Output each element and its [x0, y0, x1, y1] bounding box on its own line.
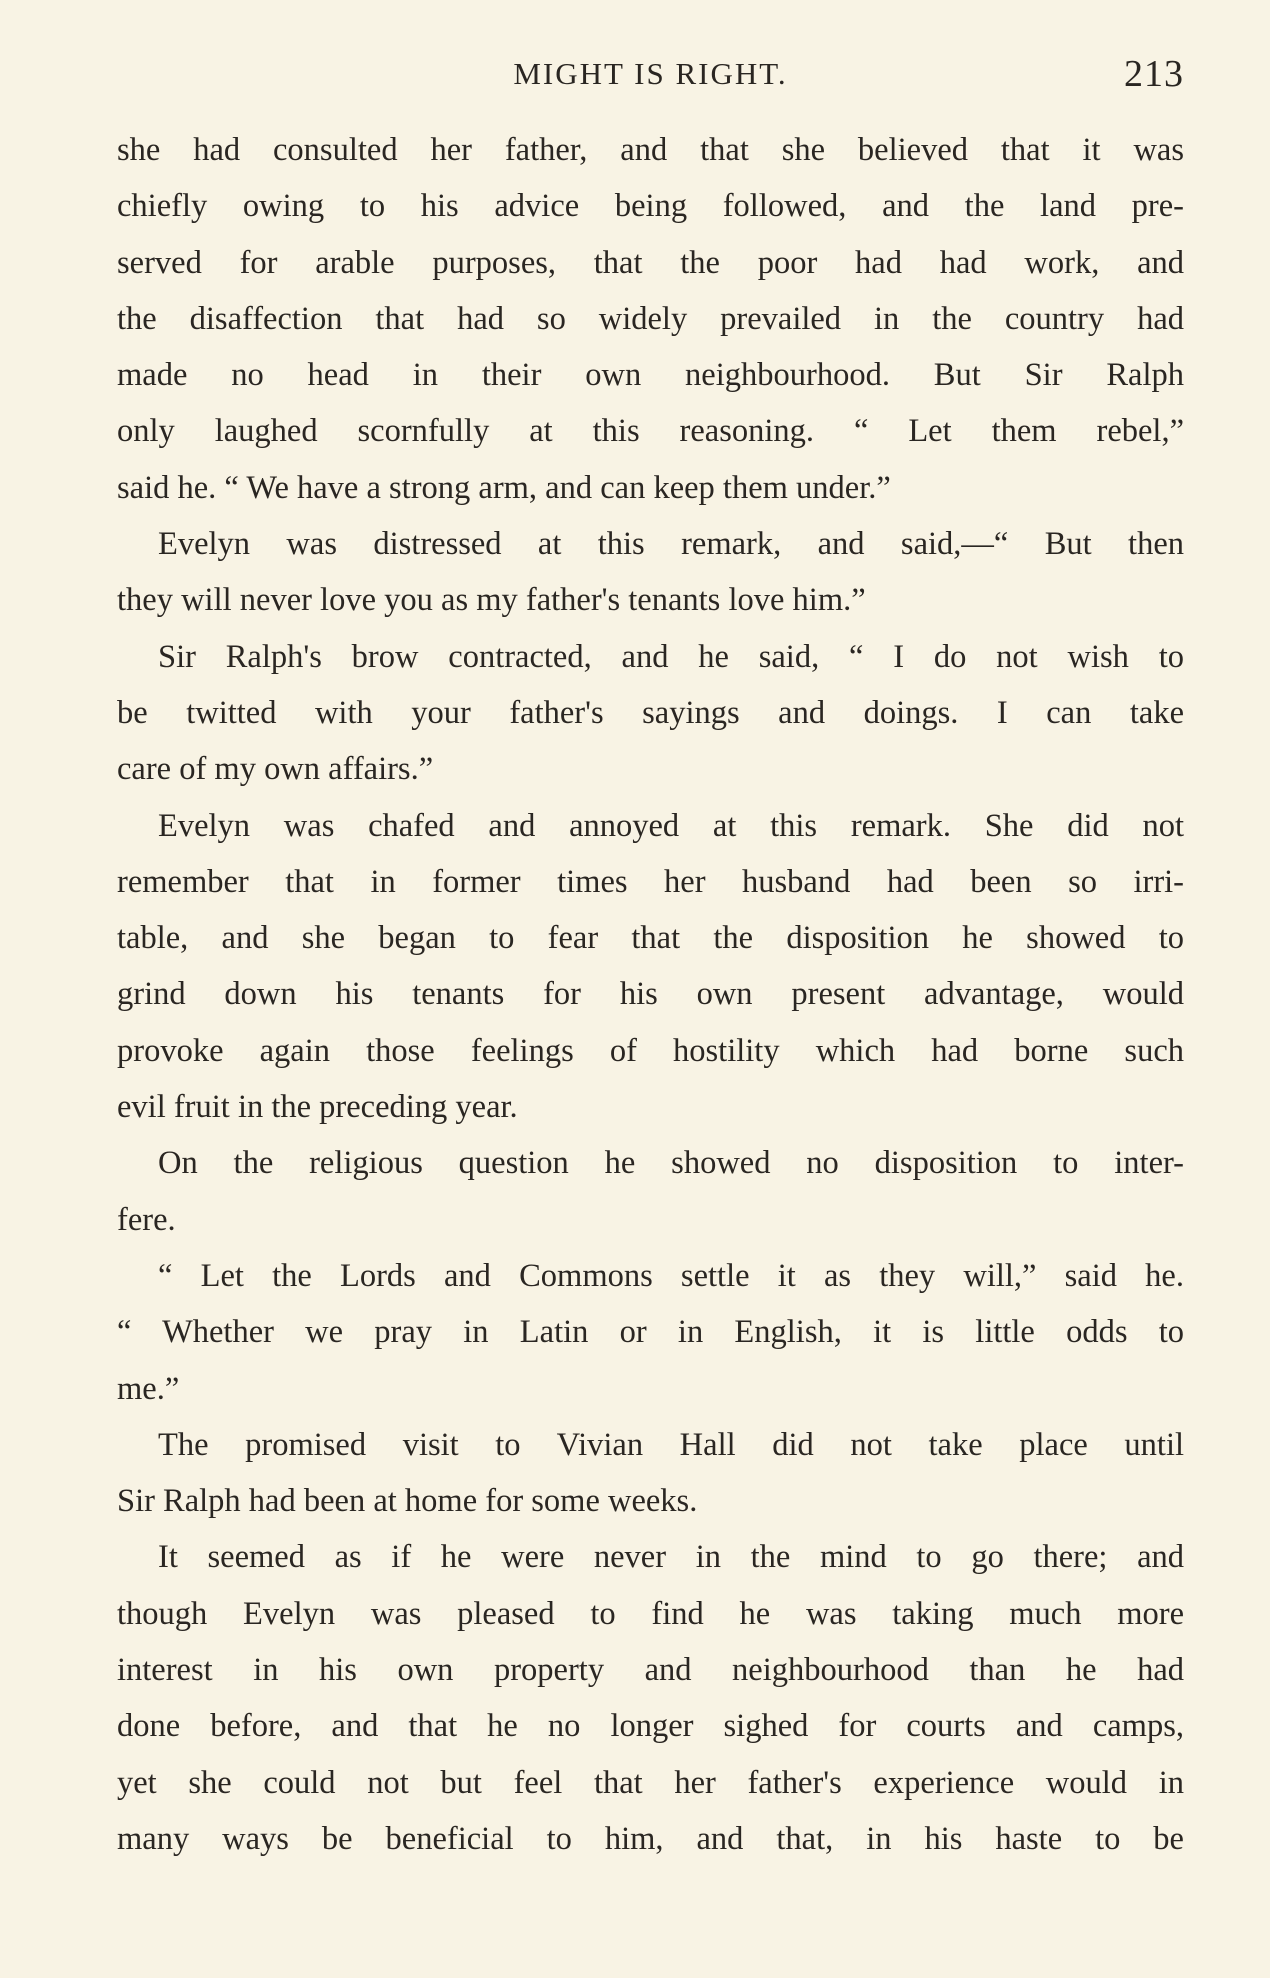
text-line: many ways be beneficial to him, and that, in his haste to be — [117, 1820, 1184, 1857]
text-line: “ Let the Lords and Commons settle it as they will,” said he. — [158, 1257, 1184, 1294]
text-line: me.” — [117, 1370, 180, 1407]
text-line: Evelyn was distressed at this remark, and said,—“ But then — [158, 526, 1184, 563]
text-line: said he. “ We have a strong arm, and can keep them under.” — [117, 469, 891, 506]
page-number: 213 — [1124, 53, 1184, 95]
text-line: provoke again those feelings of hostility which had borne such — [117, 1032, 1184, 1069]
text-line: served for arable purposes, that the poor had had work, and — [117, 244, 1184, 281]
text-line: yet she could not but feel that her father's experience would in — [117, 1764, 1184, 1801]
text-line: interest in his own property and neighbourhood than he had — [117, 1652, 1184, 1689]
text-line: grind down his tenants for his own present advantage, would — [117, 976, 1184, 1013]
text-line: chiefly owing to his advice being followed, and the land pre- — [117, 188, 1184, 225]
text-line: the disaffection that had so widely prevailed in the country had — [117, 300, 1184, 337]
text-line: “ Whether we pray in Latin or in English, it is little odds to — [117, 1314, 1184, 1351]
text-line: table, and she began to fear that the disposition he showed to — [117, 920, 1184, 957]
body-text — [117, 122, 1184, 1867]
text-line: The promised visit to Vivian Hall did not take place until — [158, 1426, 1184, 1463]
text-line: be twitted with your father's sayings and doings. I can take — [117, 694, 1184, 731]
text-line: made no head in their own neighbourhood. But Sir Ralph — [117, 357, 1184, 394]
running-head — [117, 48, 1184, 100]
text-line: only laughed scornfully at this reasoning. “ Let them rebel,” — [117, 413, 1184, 450]
text-line: though Evelyn was pleased to find he was taking much more — [117, 1595, 1184, 1632]
text-line: Sir Ralph's brow contracted, and he said, “ I do not wish to — [158, 638, 1184, 675]
text-line: fere. — [117, 1201, 176, 1238]
text-line: she had consulted her father, and that she believed that it was — [117, 132, 1184, 168]
text-line: It seemed as if he were never in the mind to go there; and — [158, 1539, 1184, 1576]
text-line: they will never love you as my father's tenants love him.” — [117, 582, 866, 619]
text-line: evil fruit in the preceding year. — [117, 1089, 518, 1126]
text-line: care of my own affairs.” — [117, 751, 434, 788]
text-line: remember that in former times her husband had been so irri- — [117, 863, 1184, 900]
text-line: done before, and that he no longer sighed for courts and camps, — [117, 1708, 1184, 1745]
text-line: Sir Ralph had been at home for some weeks. — [117, 1483, 698, 1520]
text-line: Evelyn was chafed and annoyed at this remark. She did not — [158, 807, 1184, 844]
text-line: On the religious question he showed no disposition to inter- — [158, 1145, 1184, 1182]
running-title: MIGHT IS RIGHT. — [513, 56, 788, 91]
